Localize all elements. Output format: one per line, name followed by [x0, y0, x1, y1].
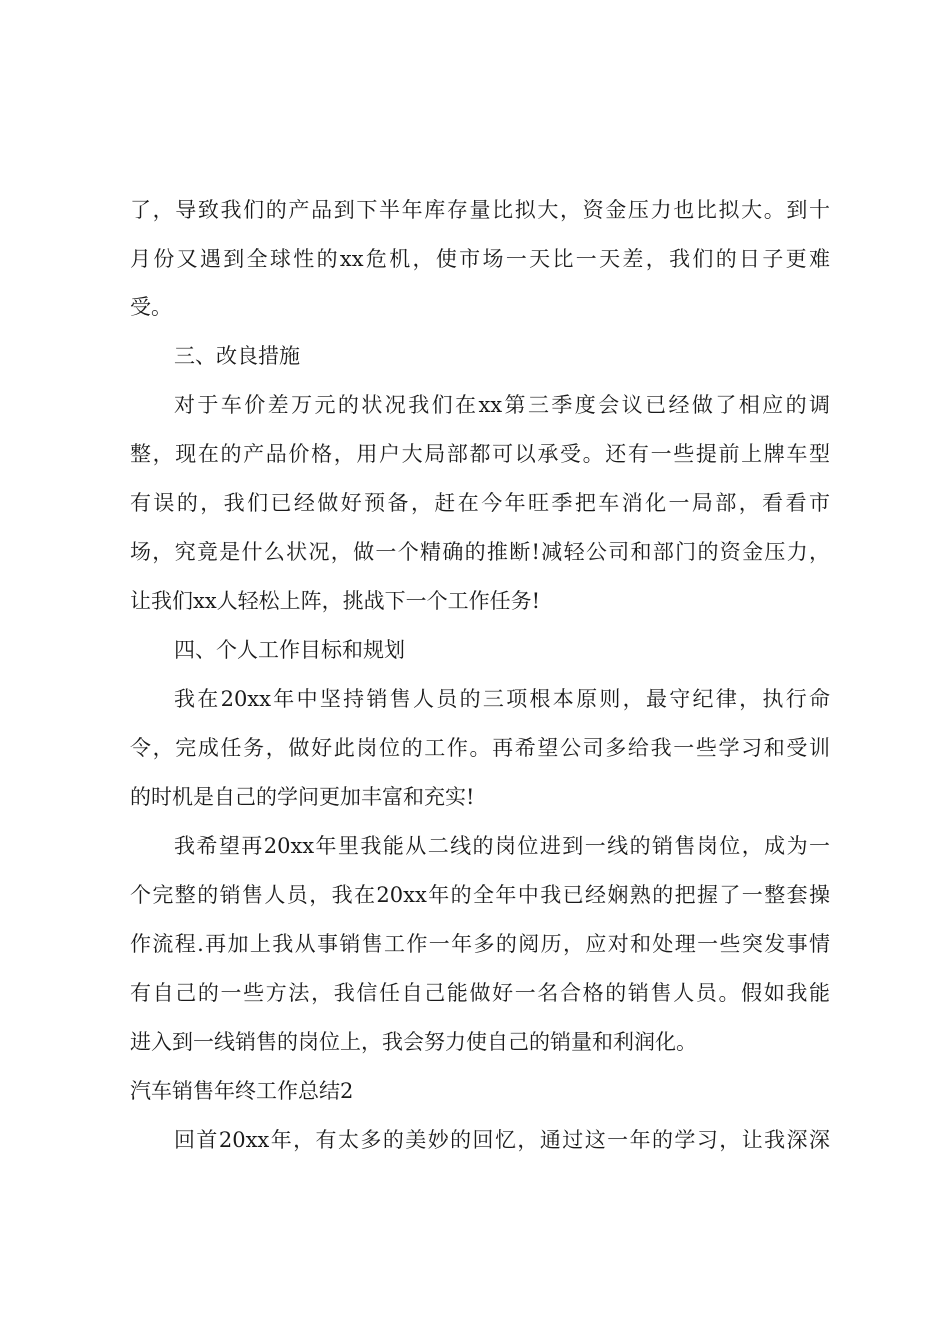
paragraph-line: 回首20xx年，有太多的美妙的回忆，通过这一年的学习，让我深深: [174, 1128, 830, 1152]
section-heading: 四、个人工作目标和规划: [174, 638, 405, 662]
paragraph-line: 令，完成任务，做好此岗位的工作。再希望公司多给我一些学习和受训: [130, 736, 830, 760]
paragraph-line: 进入到一线销售的岗位上，我会努力使自己的销量和利润化。: [130, 1030, 697, 1054]
paragraph-line: 整，现在的产品价格，用户大局部都可以承受。还有一些提前上牌车型: [130, 442, 830, 466]
section-heading: 三、改良措施: [174, 344, 300, 368]
paragraph-line: 个完整的销售人员，我在20xx年的全年中我已经娴熟的把握了一整套操: [130, 883, 830, 907]
paragraph-line: 让我们xx人轻松上阵，挑战下一个工作任务!: [130, 589, 541, 613]
paragraph-line: 了，导致我们的产品到下半年库存量比拟大，资金压力也比拟大。到十: [130, 198, 830, 222]
paragraph-line: 场，究竟是什么状况，做一个精确的推断!减轻公司和部门的资金压力，: [130, 540, 830, 564]
document-title: 汽车销售年终工作总结2: [130, 1079, 354, 1103]
paragraph-line: 有误的，我们已经做好预备，赶在今年旺季把车消化一局部，看看市: [130, 491, 830, 515]
paragraph-line: 受。: [130, 295, 172, 319]
paragraph-line: 月份又遇到全球性的xx危机，使市场一天比一天差，我们的日子更难: [130, 247, 830, 271]
paragraph-line: 我希望再20xx年里我能从二线的岗位进到一线的销售岗位，成为一: [174, 834, 830, 858]
paragraph-line: 我在20xx年中坚持销售人员的三项根本原则，最守纪律，执行命: [174, 687, 830, 711]
paragraph-line: 对于车价差万元的状况我们在xx第三季度会议已经做了相应的调: [174, 393, 830, 417]
paragraph-line: 的时机是自己的学问更加丰富和充实!: [130, 785, 475, 809]
paragraph-line: 作流程.再加上我从事销售工作一年多的阅历，应对和处理一些突发事情: [130, 932, 830, 956]
paragraph-line: 有自己的一些方法，我信任自己能做好一名合格的销售人员。假如我能: [130, 981, 830, 1005]
